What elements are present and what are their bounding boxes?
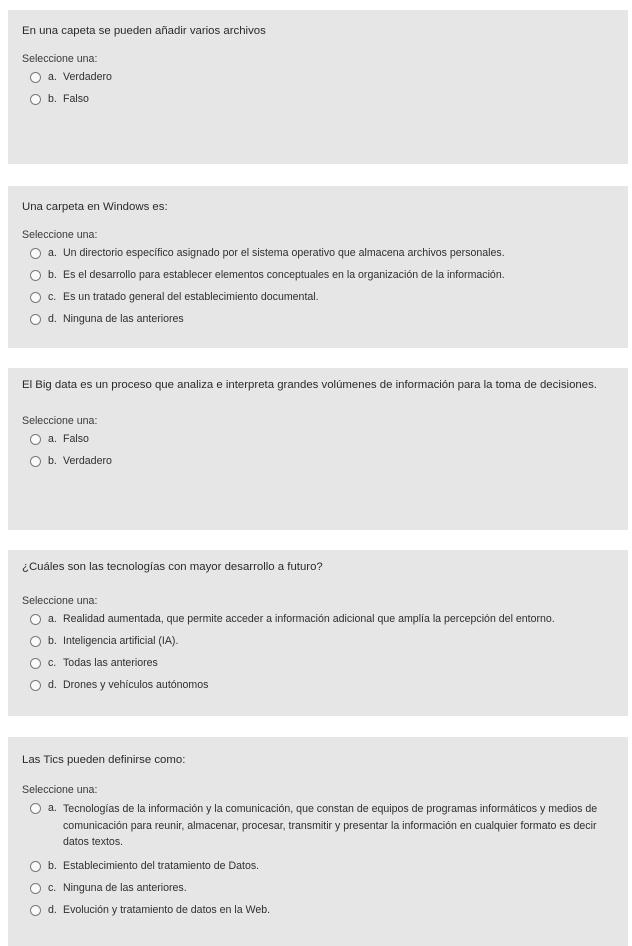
answer-option-a[interactable]	[22, 612, 622, 634]
answer-option-b[interactable]	[22, 859, 622, 881]
answer-option-c[interactable]	[22, 290, 622, 312]
answer-option-d[interactable]	[22, 312, 622, 334]
radio-button[interactable]	[30, 434, 41, 445]
answer-option-d[interactable]	[22, 903, 622, 925]
option-letter: b.	[48, 859, 57, 872]
option-letter: b.	[48, 455, 57, 467]
question-card-1	[8, 10, 628, 164]
answer-option-a[interactable]	[22, 432, 622, 454]
option-letter: b.	[48, 269, 57, 281]
answer-option-b[interactable]	[22, 268, 622, 290]
option-text: Todas las anteriores	[63, 657, 158, 669]
answer-option-b[interactable]	[22, 634, 622, 656]
option-letter: d.	[48, 679, 57, 691]
answer-list	[22, 70, 622, 114]
answer-option-c[interactable]	[22, 656, 622, 678]
radio-button[interactable]	[30, 803, 41, 814]
option-letter: c.	[48, 881, 57, 894]
radio-button[interactable]	[30, 905, 41, 916]
select-prompt: Seleccione una:	[22, 595, 98, 607]
option-text: Establecimiento del tratamiento de Datos.	[63, 859, 260, 872]
question-text: En una capeta se pueden añadir varios archivos	[22, 25, 266, 37]
question-text: Las Tics pueden definirse como:	[22, 754, 186, 766]
option-text: Verdadero	[63, 71, 112, 83]
option-letter: a.	[48, 802, 57, 814]
radio-button[interactable]	[30, 456, 41, 467]
answer-option-d[interactable]	[22, 678, 622, 700]
question-card-3	[8, 368, 628, 530]
answer-option-a[interactable]	[22, 246, 622, 268]
radio-button[interactable]	[30, 248, 41, 259]
option-letter: c.	[48, 657, 57, 669]
radio-button[interactable]	[30, 292, 41, 303]
option-text: Inteligencia artificial (IA).	[63, 635, 179, 647]
option-letter: a.	[48, 613, 57, 625]
radio-button[interactable]	[30, 314, 41, 325]
option-text: Tecnologías de la información y la comunicación, que constan de equipos de programas informáticos y medios de comunicación para reunir, almacenar, procesar, transmitir y presentar la información en cualquier formato es decir datos textos.	[63, 803, 598, 848]
radio-button[interactable]	[30, 270, 41, 281]
option-text: Un directorio específico asignado por el sistema operativo que almacena archivos personales.	[63, 247, 505, 259]
question-card-2	[8, 186, 628, 348]
radio-button[interactable]	[30, 614, 41, 625]
radio-button[interactable]	[30, 680, 41, 691]
question-text: El Big data es un proceso que analiza e interpreta grandes volúmenes de información para la toma de decisiones.	[22, 379, 597, 391]
answer-list	[22, 801, 622, 925]
option-text: Falso	[63, 93, 89, 105]
option-text: Es el desarrollo para establecer elementos conceptuales en la organización de la información.	[63, 269, 505, 281]
option-letter: c.	[48, 291, 57, 303]
radio-button[interactable]	[30, 658, 41, 669]
option-text: Evolución y tratamiento de datos en la Web.	[63, 903, 271, 916]
question-text: Una carpeta en Windows es:	[22, 201, 168, 213]
select-prompt: Seleccione una:	[22, 415, 98, 427]
answer-list	[22, 432, 622, 476]
radio-button[interactable]	[30, 636, 41, 647]
answer-option-b[interactable]	[22, 92, 622, 114]
radio-button[interactable]	[30, 94, 41, 105]
answer-list	[22, 246, 622, 334]
question-card-4	[8, 550, 628, 716]
option-text: Es un tratado general del establecimiento documental.	[63, 291, 319, 303]
option-text: Realidad aumentada, que permite acceder a información adicional que amplía la percepción del entorno.	[63, 613, 555, 625]
select-prompt: Seleccione una:	[22, 784, 98, 796]
radio-button[interactable]	[30, 72, 41, 83]
answer-option-a[interactable]	[22, 70, 622, 92]
answer-option-a[interactable]	[22, 801, 622, 851]
question-text: ¿Cuáles son las tecnologías con mayor desarrollo a futuro?	[22, 561, 323, 573]
option-text: Ninguna de las anteriores	[63, 313, 184, 325]
option-letter: b.	[48, 635, 57, 647]
answer-option-b[interactable]	[22, 454, 622, 476]
radio-button[interactable]	[30, 861, 41, 872]
option-text: Verdadero	[63, 455, 112, 467]
select-prompt: Seleccione una:	[22, 229, 98, 241]
option-text: Ninguna de las anteriores.	[63, 881, 187, 894]
option-letter: d.	[48, 313, 57, 325]
option-letter: b.	[48, 93, 57, 105]
option-letter: a.	[48, 433, 57, 445]
option-text: Drones y vehículos autónomos	[63, 679, 209, 691]
radio-button[interactable]	[30, 883, 41, 894]
select-prompt: Seleccione una:	[22, 53, 98, 65]
answer-option-c[interactable]	[22, 881, 622, 903]
question-card-5	[8, 737, 628, 946]
answer-list	[22, 612, 622, 700]
option-letter: d.	[48, 903, 57, 916]
option-letter: a.	[48, 71, 57, 83]
option-text: Falso	[63, 433, 89, 445]
option-letter: a.	[48, 247, 57, 259]
